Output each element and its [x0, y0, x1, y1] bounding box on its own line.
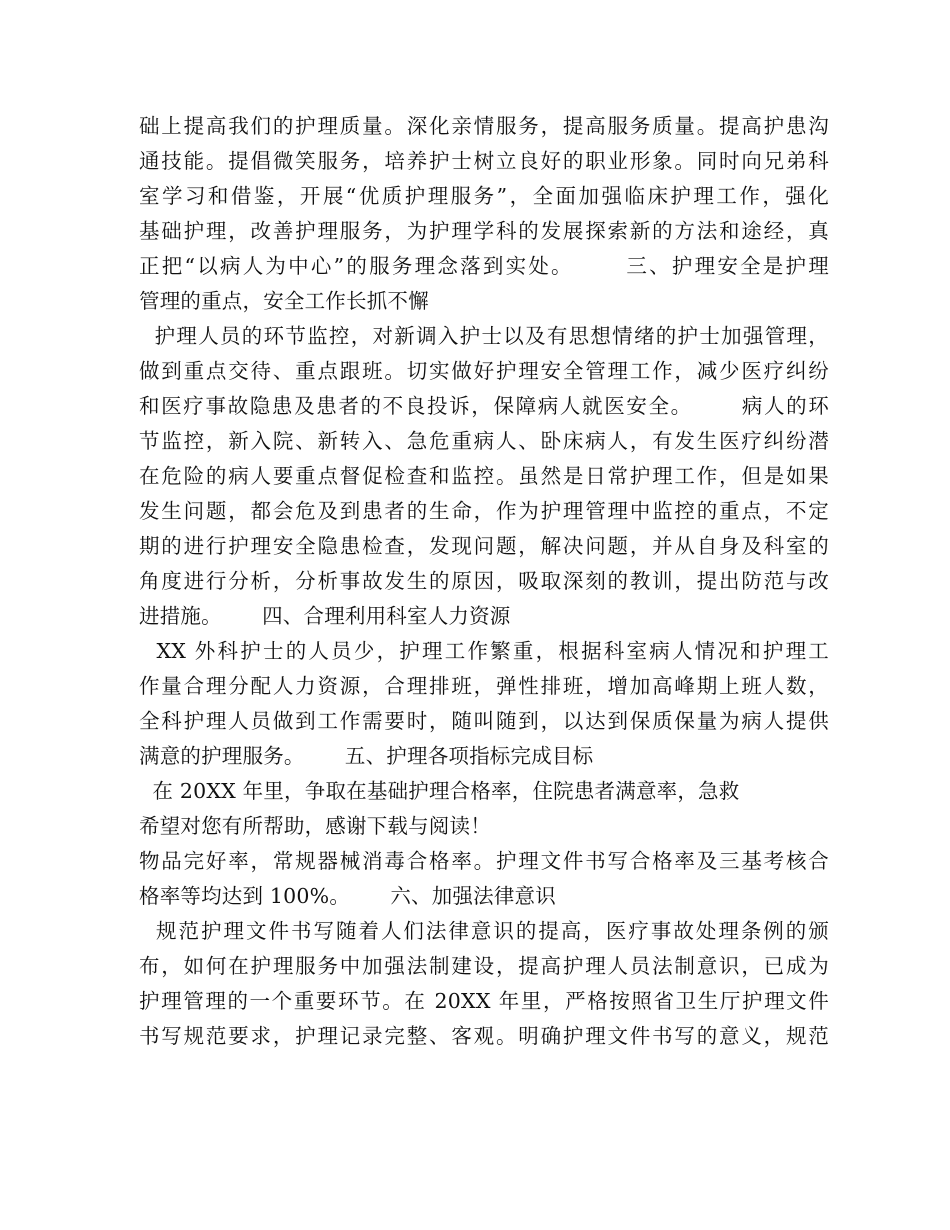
text-line: 书写规范要求，护理记录完整、客观。明确护理文件书写的意义，规范: [139, 1024, 829, 1048]
text-line: 满意的护理服务。 五、护理各项指标完成目标: [139, 744, 594, 768]
text-line: 护理人员的环节监控，对新调入护士以及有思想情绪的护士加强管理，: [139, 324, 829, 348]
text-line: 正把“以病人为中心”的服务理念落到实处。 三、护理安全是护理: [139, 254, 829, 278]
text-line: 格率等均达到 100%。 六、加强法律意识: [139, 884, 556, 908]
text-line: 作量合理分配人力资源，合理排班，弹性排班，增加高峰期上班人数，: [139, 674, 829, 698]
text-line: 规范护理文件书写随着人们法律意识的提高，医疗事故处理条例的颁: [139, 919, 829, 943]
text-line: 进措施。 四、合理利用科室人力资源: [139, 604, 511, 628]
document-body: [139, 109, 829, 1054]
text-line: 在 20XX 年里，争取在基础护理合格率，住院患者满意率，急救: [139, 779, 740, 803]
text-line: 角度进行分析，分析事故发生的原因，吸取深刻的教训，提出防范与改: [139, 569, 829, 593]
text-line: 础上提高我们的护理质量。深化亲情服务，提高服务质量。提高护患沟: [139, 114, 829, 138]
text-line: 发生问题，都会危及到患者的生命，作为护理管理中监控的重点，不定: [139, 499, 829, 523]
text-line: 通技能。提倡微笑服务，培养护士树立良好的职业形象。同时向兄弟科: [139, 149, 829, 173]
text-line: 物品完好率，常规器械消毒合格率。护理文件书写合格率及三基考核合: [139, 849, 829, 873]
text-line: 做到重点交待、重点跟班。切实做好护理安全管理工作，减少医疗纠纷: [139, 359, 829, 383]
text-line: 和医疗事故隐患及患者的不良投诉，保障病人就医安全。 病人的环: [139, 394, 829, 418]
text-line: 布，如何在护理服务中加强法制建设，提高护理人员法制意识，已成为: [139, 954, 829, 978]
text-line: 期的进行护理安全隐患检查，发现问题，解决问题，并从自身及科室的: [139, 534, 829, 558]
text-line: 护理管理的一个重要环节。在 20XX 年里，严格按照省卫生厅护理文件: [139, 989, 829, 1013]
text-line: XX 外科护士的人员少，护理工作繁重，根据科室病人情况和护理工: [139, 639, 829, 663]
text-line: 希望对您有所帮助，感谢下载与阅读！: [139, 814, 491, 838]
text-line: 节监控，新入院、新转入、急危重病人、卧床病人，有发生医疗纠纷潜: [139, 429, 829, 453]
text-line: 基础护理，改善护理服务，为护理学科的发展探索新的方法和途经，真: [139, 219, 829, 243]
text-line: 管理的重点，安全工作长抓不懈: [139, 289, 429, 313]
text-line: 全科护理人员做到工作需要时，随叫随到，以达到保质保量为病人提供: [139, 709, 829, 733]
text-line: 在危险的病人要重点督促检查和监控。虽然是日常护理工作，但是如果: [139, 464, 829, 488]
text-line: 室学习和借鉴，开展“优质护理服务”，全面加强临床护理工作，强化: [139, 184, 829, 208]
